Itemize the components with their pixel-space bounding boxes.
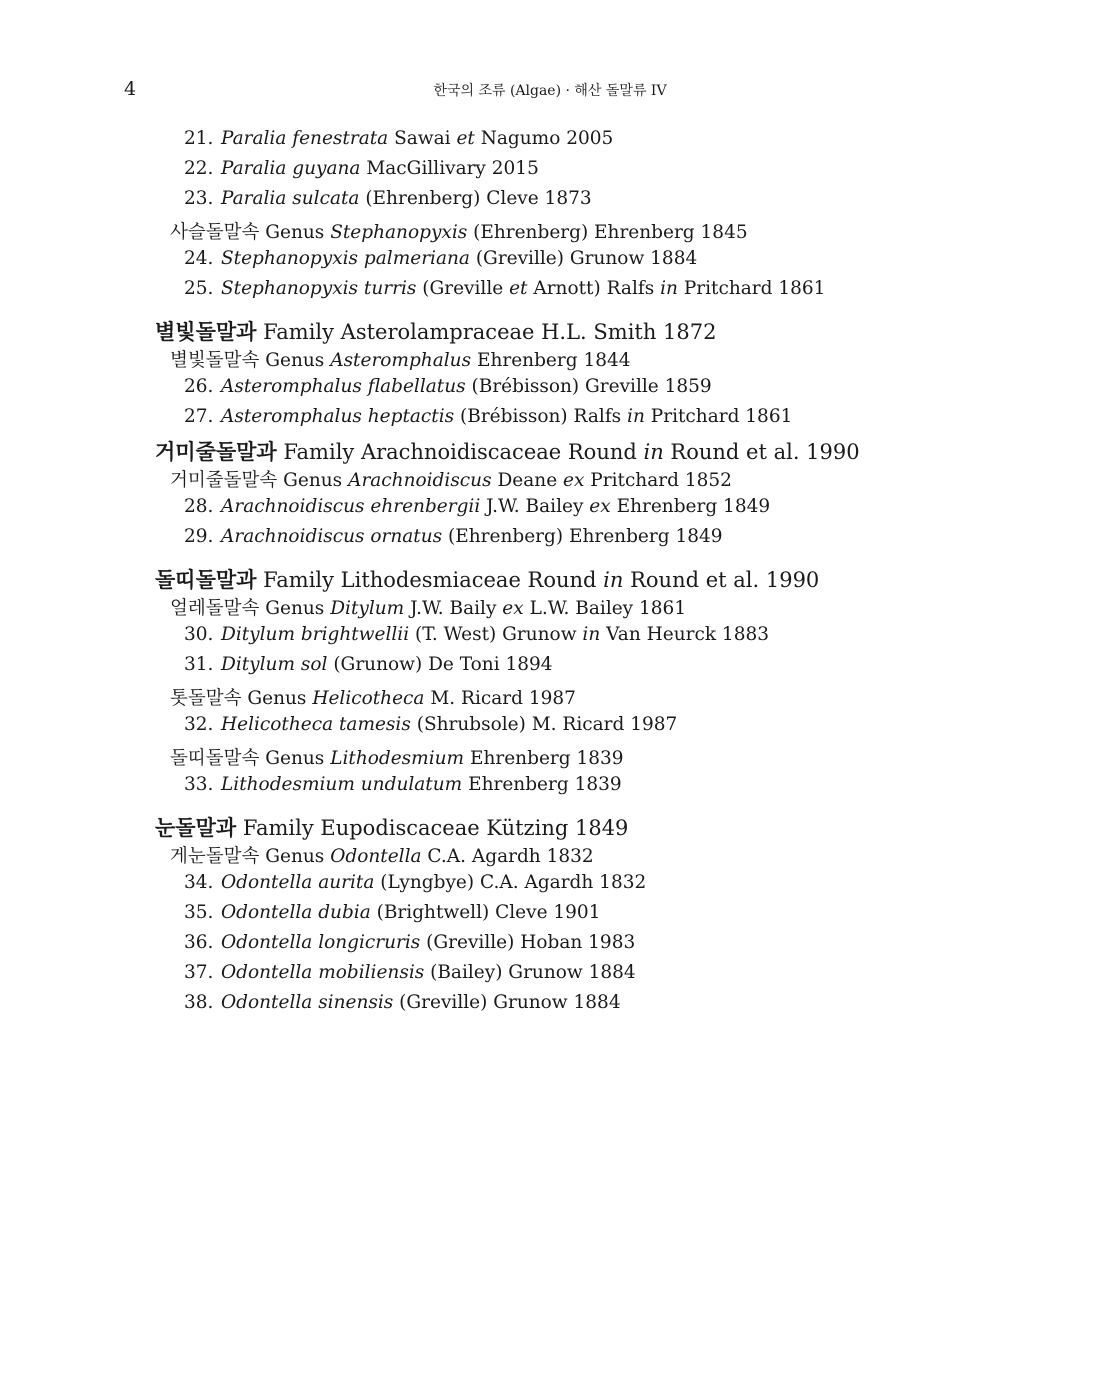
genus-entry [170, 594, 686, 620]
species-number: 25. [184, 278, 214, 299]
species-entry [184, 526, 723, 547]
authority-text: Pritchard 1852 [584, 470, 732, 491]
genus-name: Ditylum [330, 598, 405, 619]
authority-text: (Greville) Grunow 1884 [469, 248, 698, 269]
authority-text: ex [563, 470, 585, 491]
authority-text: in [603, 568, 624, 592]
genus-label: Genus [265, 846, 325, 867]
authority-text: M. Ricard 1987 [424, 688, 576, 709]
species-entry [184, 932, 635, 953]
species-entry [184, 406, 792, 427]
genus-entry [170, 744, 624, 770]
authority-text: Arnott) Ralfs [527, 278, 661, 299]
genus-korean-name: 별빛돌말속 [170, 350, 260, 371]
species-name: Arachnoidiscus ehrenbergii [221, 496, 481, 517]
genus-korean-name: 사슬돌말속 [170, 222, 260, 243]
family-korean-name: 별빛돌말과 [155, 319, 257, 344]
authority-text: (Ehrenberg) Cleve 1873 [359, 188, 592, 209]
species-entry [184, 128, 613, 149]
species-number: 38. [184, 992, 214, 1013]
authority-text: MacGillivary 2015 [360, 158, 539, 179]
species-entry [184, 714, 677, 735]
authority-text: Family Arachnoidiscaceae Round [276, 440, 644, 464]
authority-text: Sawai [388, 128, 457, 149]
species-name: Asteromphalus heptactis [221, 406, 455, 427]
species-name: Odontella dubia [221, 902, 371, 923]
species-name: Paralia sulcata [221, 188, 360, 209]
family-entry [155, 564, 819, 594]
authority-text: Van Heurck 1883 [600, 624, 770, 645]
genus-name: Asteromphalus [330, 350, 472, 371]
species-name: Ditylum sol [221, 654, 328, 675]
authority-text: (Grunow) De Toni 1894 [327, 654, 553, 675]
authority-text: (Greville) Grunow 1884 [393, 992, 621, 1013]
species-number: 23. [184, 188, 214, 209]
authority-text: ex [589, 496, 611, 517]
authority-text: in [643, 440, 664, 464]
authority-text: (Brébisson) Ralfs [454, 406, 628, 427]
authority-text: (Greville [416, 278, 510, 299]
authority-text: L.W. Bailey 1861 [523, 598, 687, 619]
running-header: 한국의 조류 (Algae) · 해산 돌말류 IV [433, 83, 667, 99]
species-number: 26. [184, 376, 214, 397]
family-entry [155, 436, 860, 466]
authority-text: (Lyngbye) C.A. Agardh 1832 [374, 872, 647, 893]
authority-text: C.A. Agardh 1832 [421, 846, 594, 867]
genus-label: Genus [283, 470, 343, 491]
family-entry [155, 316, 717, 346]
genus-korean-name: 거미줄돌말속 [170, 470, 278, 491]
species-entry [184, 902, 600, 923]
species-name: Lithodesmium undulatum [221, 774, 463, 795]
genus-label: Genus [247, 688, 307, 709]
authority-text: Family Lithodesmiaceae Round [256, 568, 604, 592]
family-korean-name: 거미줄돌말과 [155, 439, 277, 464]
authority-text: in [660, 278, 678, 299]
authority-text: Ehrenberg 1839 [464, 748, 624, 769]
authority-text: Deane [491, 470, 564, 491]
genus-korean-name: 게눈돌말속 [170, 846, 260, 867]
genus-name: Lithodesmium [330, 748, 465, 769]
species-number: 22. [184, 158, 214, 179]
authority-text: Ehrenberg 1849 [610, 496, 771, 517]
genus-label: Genus [265, 350, 325, 371]
species-name: Ditylum brightwellii [221, 624, 410, 645]
species-name: Arachnoidiscus ornatus [221, 526, 443, 547]
genus-name: Helicotheca [312, 688, 425, 709]
species-number: 27. [184, 406, 214, 427]
species-entry [184, 624, 769, 645]
species-number: 33. [184, 774, 214, 795]
authority-text: Round et al. 1990 [663, 440, 860, 464]
species-name: Asteromphalus flabellatus [221, 376, 466, 397]
authority-text: J.W. Bailey [480, 496, 590, 517]
species-name: Paralia guyana [221, 158, 361, 179]
species-number: 21. [184, 128, 214, 149]
authority-text: Pritchard 1861 [644, 406, 793, 427]
species-number: 34. [184, 872, 214, 893]
authority-text: Family Eupodiscaceae Kützing 1849 [236, 816, 629, 840]
species-number: 24. [184, 248, 214, 269]
species-number: 35. [184, 902, 214, 923]
genus-name: Stephanopyxis [330, 222, 468, 243]
species-name: Odontella mobiliensis [221, 962, 425, 983]
species-name: Stephanopyxis turris [221, 278, 417, 299]
authority-text: Pritchard 1861 [677, 278, 826, 299]
authority-text: (Bailey) Grunow 1884 [424, 962, 636, 983]
genus-name: Arachnoidiscus [348, 470, 492, 491]
species-entry [184, 248, 697, 269]
genus-name: Odontella [330, 846, 422, 867]
species-entry [184, 158, 539, 179]
species-name: Stephanopyxis palmeriana [221, 248, 470, 269]
authority-text: J.W. Baily [404, 598, 503, 619]
authority-text: ex [502, 598, 524, 619]
authority-text: in [582, 624, 601, 645]
species-entry [184, 278, 825, 299]
authority-text: Family Asterolampraceae H.L. Smith 1872 [256, 320, 717, 344]
genus-korean-name: 돌띠돌말속 [170, 748, 260, 769]
authority-text: in [627, 406, 645, 427]
genus-entry [170, 684, 576, 710]
species-number: 30. [184, 624, 214, 645]
genus-entry [170, 842, 594, 868]
family-entry [155, 812, 628, 842]
species-number: 36. [184, 932, 214, 953]
authority-text: (Brébisson) Greville 1859 [465, 376, 712, 397]
authority-text: Ehrenberg 1839 [462, 774, 622, 795]
species-entry [184, 962, 636, 983]
authority-text: Nagumo 2005 [474, 128, 614, 149]
authority-text: (Ehrenberg) Ehrenberg 1845 [467, 222, 748, 243]
authority-text: et [456, 128, 475, 149]
species-name: Helicotheca tamesis [221, 714, 411, 735]
species-entry [184, 774, 622, 795]
species-entry [184, 496, 770, 517]
family-korean-name: 눈돌말과 [155, 815, 237, 840]
species-number: 37. [184, 962, 214, 983]
page-number: 4 [124, 78, 137, 100]
species-name: Paralia fenestrata [221, 128, 389, 149]
family-korean-name: 돌띠돌말과 [155, 567, 257, 592]
authority-text: Round et al. 1990 [623, 568, 820, 592]
authority-text: et [509, 278, 528, 299]
species-name: Odontella sinensis [221, 992, 394, 1013]
authority-text: (Brightwell) Cleve 1901 [370, 902, 601, 923]
species-entry [184, 188, 592, 209]
genus-label: Genus [265, 748, 325, 769]
genus-entry [170, 346, 631, 372]
genus-label: Genus [265, 222, 325, 243]
genus-korean-name: 얼레돌말속 [170, 598, 260, 619]
species-entry [184, 992, 621, 1013]
genus-korean-name: 톳돌말속 [170, 688, 242, 709]
species-name: Odontella longicruris [221, 932, 421, 953]
species-entry [184, 872, 646, 893]
species-number: 28. [184, 496, 214, 517]
genus-label: Genus [265, 598, 325, 619]
authority-text: (Ehrenberg) Ehrenberg 1849 [442, 526, 723, 547]
genus-entry [170, 218, 748, 244]
species-number: 29. [184, 526, 214, 547]
authority-text: (Greville) Hoban 1983 [420, 932, 636, 953]
species-entry [184, 376, 712, 397]
species-number: 32. [184, 714, 214, 735]
authority-text: (T. West) Grunow [409, 624, 583, 645]
genus-entry [170, 466, 732, 492]
species-number: 31. [184, 654, 214, 675]
authority-text: Ehrenberg 1844 [471, 350, 631, 371]
authority-text: (Shrubsole) M. Ricard 1987 [410, 714, 678, 735]
species-entry [184, 654, 553, 675]
species-name: Odontella aurita [221, 872, 375, 893]
